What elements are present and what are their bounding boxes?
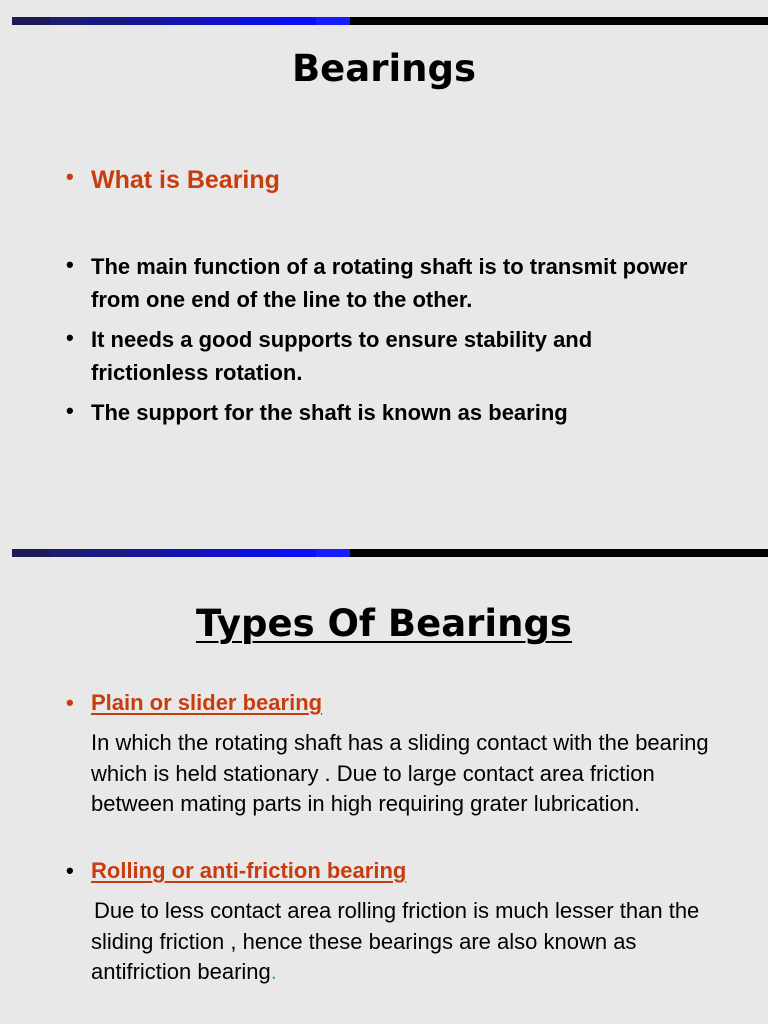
type-heading: Rolling or anti-friction bearing	[91, 858, 407, 883]
top-decorative-bar	[12, 549, 768, 557]
bullet-text: It needs a good supports to ensure stability and frictionless rotation.	[91, 327, 593, 385]
type-description-text: Due to less contact area rolling friction is much lesser than the sliding friction , hence these bearings are also known as antifriction bearing	[91, 898, 700, 984]
bullet-dot: •	[66, 164, 74, 189]
slide-types-of-bearings	[0, 545, 768, 1024]
type-description	[91, 896, 711, 988]
bullet-text: The support for the shaft is known as bearing	[91, 400, 568, 425]
trailing-period: .	[270, 959, 277, 984]
section-heading: What is Bearing	[91, 166, 280, 194]
top-decorative-bar	[12, 17, 768, 25]
bullet-dot: •	[66, 252, 74, 277]
slide-title: Bearings	[291, 47, 477, 90]
bullet-dot: •	[66, 325, 74, 350]
type-description: In which the rotating shaft has a sliding contact with the bearing which is held stationary . Due to large contact area friction between mating parts in high requiring grater lubrication.	[91, 730, 709, 816]
bullet-dot: •	[66, 398, 74, 423]
bullet-dot: •	[66, 690, 74, 715]
type-heading: Plain or slider bearing	[91, 690, 323, 715]
bullet-text: The main function of a rotating shaft is to transmit power from one end of the line to the other.	[91, 254, 688, 312]
bullet-dot: •	[66, 858, 74, 883]
slide-title: Types Of Bearings	[196, 602, 572, 645]
